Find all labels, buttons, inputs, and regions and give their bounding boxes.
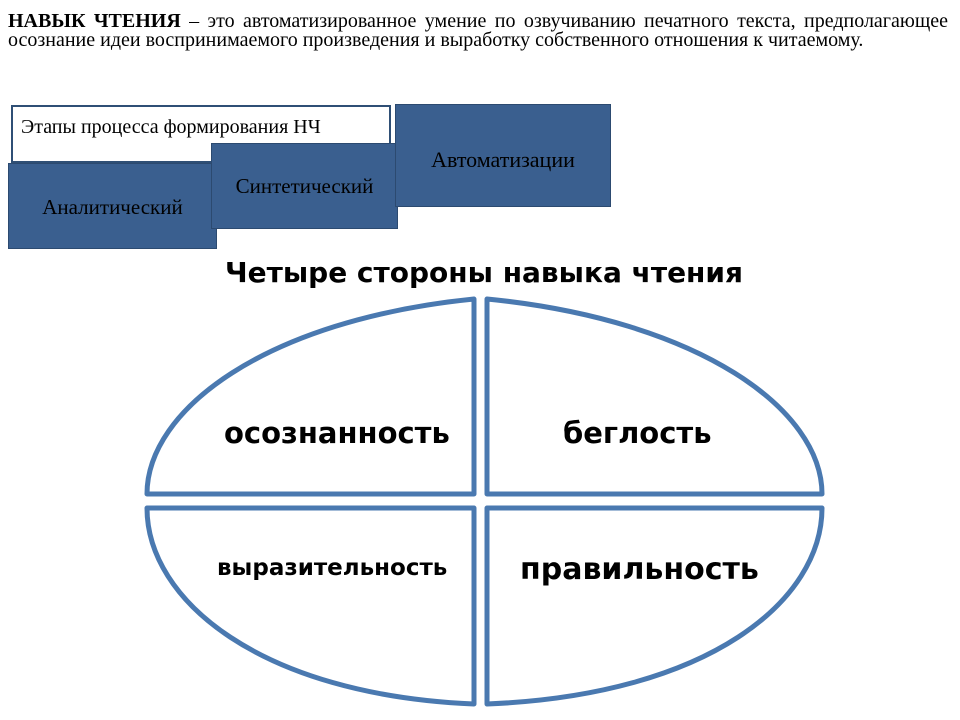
quadrant-top-left-shape: [147, 299, 474, 494]
stage-synthetic-label: Синтетический: [235, 174, 374, 198]
stage-automation-label: Автоматизации: [431, 147, 575, 172]
quadrant-expressiveness-label: выразительность: [217, 555, 448, 581]
stage-analytic-label: Аналитический: [42, 195, 183, 219]
diagram-title: Четыре стороны навыка чтения: [224, 256, 743, 289]
quadrant-awareness-label: осознанность: [224, 416, 450, 450]
quadrant-bottom-left-shape: [147, 508, 474, 704]
definition-text: – это автоматизированное умение по озвучиванию печатного текста, предполагающее осознание идеи воспринимаемого произведения и выработку собственного отношения к читаемому.: [8, 10, 948, 51]
stages-title: Этапы процесса формирования НЧ: [21, 116, 321, 138]
quadrant-fluency-label: беглость: [563, 416, 712, 450]
quadrant-top-right-shape: [487, 299, 822, 494]
definition-term: НАВЫК ЧТЕНИЯ: [8, 10, 181, 32]
quadrant-correctness-label: правильность: [520, 552, 759, 587]
quadrant-bottom-right-shape: [487, 508, 822, 704]
